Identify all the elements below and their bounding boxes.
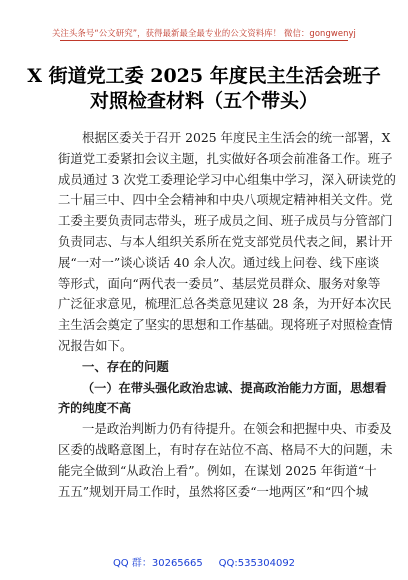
paragraph-line: 况报告如下。	[58, 337, 133, 353]
header-promo-note: 关注头条号“公文研究”，获得最新最全最专业的公文资料库！ 微信：gongwenyj	[52, 28, 356, 38]
paragraph-line: 主生活会奠定了坚实的思想和工作基础。现将班子对照检查情	[58, 317, 393, 333]
paragraph-line: 街道党工委紧扣会议主题，扎实做好各项会前准备工作。班子	[58, 150, 393, 166]
subsection-heading-line: 齐的纯度不高	[58, 401, 132, 416]
section-heading: 一、存在的问题	[82, 358, 169, 374]
paragraph-line: 区委的战略意图上，有时存在站位不高、格局不大的问题，未	[58, 441, 393, 457]
paragraph-line: 成员通过 3 次党工委理论学习中心组集中学习，深入研读党的	[58, 171, 396, 187]
footer-contact	[0, 554, 408, 569]
paragraph-line: 等形式，面向“两代表一委员”、基层党员群众、服务对象等	[58, 275, 381, 291]
subsection-heading-line: （一）在带头强化政治忠诚、提高政治能力方面，思想看	[82, 380, 387, 395]
footer-qq: QQ:535304092	[218, 558, 296, 569]
document-title	[0, 64, 408, 114]
paragraph-line: 负责同志、与本人组织关系所在党支部党员代表之间，累计开	[58, 233, 393, 249]
paragraph-line: 二十届三中、四中全会精神和中央八项规定精神相关文件。党	[58, 192, 393, 208]
paragraph-line: 一是政治判断力仍有待提升。在领会和把握中央、市委及	[82, 421, 392, 437]
title-line-1: X 街道党工委 2025 年度民主生活会班子	[27, 65, 381, 87]
title-line-2: 对照检查材料（五个带头）	[89, 90, 318, 112]
paragraph-line: 五五”规划开局工作时，虽然将区委“一地两区”和“四个城	[58, 483, 369, 499]
header-divider	[60, 40, 348, 41]
paragraph-line: 展“一对一”谈心谈话 40 余人次。通过线上问卷、线下座谈	[58, 254, 380, 270]
paragraph-line: 能完全做到“从政治上看”。例如，在谋划 2025 年街道“十	[58, 462, 377, 478]
paragraph-line: 根据区委关于召开 2025 年度民主生活会的统一部署，X	[82, 130, 391, 145]
paragraph-line: 广泛征求意见，梳理汇总各类意见建议 28 条，为开好本次民	[58, 296, 392, 312]
document-body	[58, 128, 396, 502]
footer-qq-group: QQ 群：30265665	[112, 558, 203, 569]
paragraph-line: 工委主要负责同志带头，班子成员之间、班子成员与分管部门	[58, 213, 393, 229]
